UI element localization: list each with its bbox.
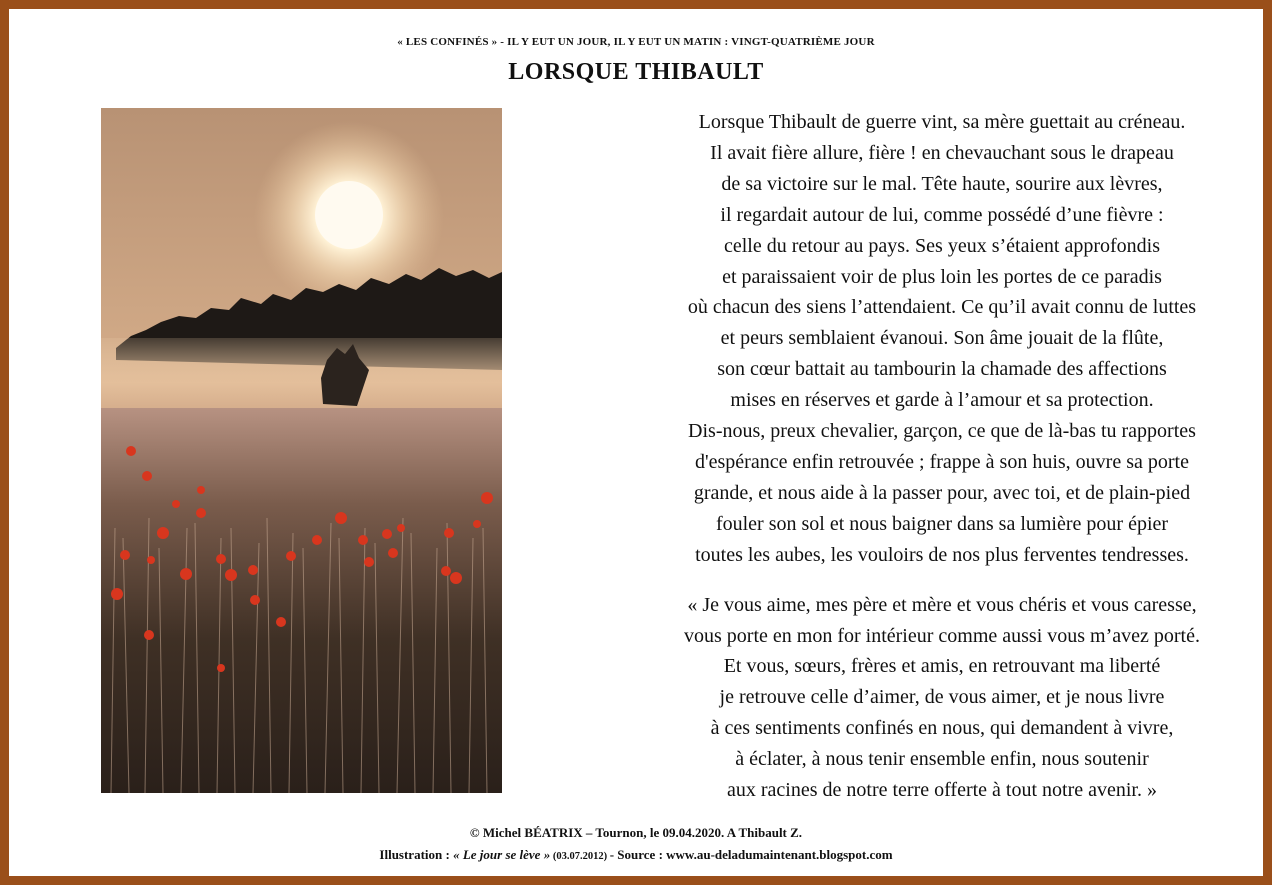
poem-line: toutes les aubes, les vouloirs de nos plus ferventes tendresses. — [695, 543, 1189, 566]
source-link: - Source : www.au-deladumaintenant.blogspot.com — [609, 847, 893, 862]
copyright-line: © Michel BÉATRIX – Tournon, le 09.04.2020. A Thibault Z. — [469, 825, 803, 840]
sunrise-poppy-field-illustration — [101, 108, 502, 793]
poem-line: Dis-nous, preux chevalier, garçon, ce que de là-bas tu rapportes — [688, 420, 1196, 443]
poem-line: Il avait fière allure, fière ! en chevauchant sous le drapeau — [710, 141, 1174, 164]
poem-line: vous porte en mon for intérieur comme aussi vous m’avez porté. — [684, 624, 1200, 647]
poem-line: Lorsque Thibault de guerre vint, sa mère guettait au créneau. — [698, 111, 1186, 133]
poem-line: où chacun des siens l’attendaient. Ce qu’il avait connu de luttes — [687, 296, 1197, 319]
poem-line: à ces sentiments confinés en nous, qui demandent à vivre, — [710, 717, 1174, 740]
poem-line: fouler son sol et nous baigner dans sa lumière pour épier — [715, 512, 1169, 535]
poem-line: grande, et nous aide à la passer pour, avec toi, et de plain-pied — [693, 481, 1191, 504]
poem-line: je retrouve celle d’aimer, de vous aimer, et je nous livre — [719, 686, 1165, 709]
poem-line: celle du retour au pays. Ses yeux s’étaient approfondis — [724, 234, 1160, 257]
poem-text — [628, 107, 1256, 806]
poem-title: LORSQUE THIBAULT — [508, 59, 764, 85]
poem-line: « Je vous aime, mes père et mère et vous chéris et vous caresse, — [687, 593, 1197, 616]
illustration-image — [101, 108, 502, 793]
poem-line: à éclater, à nous tenir ensemble enfin, nous soutenir — [735, 748, 1149, 771]
poem-line: et peurs semblaient évanoui. Son âme jouait de la flûte, — [720, 327, 1164, 350]
poem-line: il regardait autour de lui, comme possédé d’une fièvre : — [720, 203, 1164, 226]
stanza-2 — [628, 590, 1256, 806]
illustration-date: (03.07.2012) — [550, 851, 610, 862]
sun — [315, 181, 383, 249]
illustration-credit — [0, 844, 1272, 868]
poem-line: d'espérance enfin retrouvée ; frappe à son huis, ouvre sa porte — [695, 450, 1189, 473]
poem-line: mises en réserves et garde à l’amour et sa protection. — [730, 389, 1154, 412]
series-kicker: « LES CONFINÉS » - IL Y EUT UN JOUR, IL Y EUT UN MATIN : VINGT-QUATRIÈME JOUR — [397, 36, 875, 48]
illustration-label: Illustration : — [379, 847, 454, 862]
illustration-title: « Le jour se lève » — [453, 847, 551, 862]
poem-line: aux racines de notre terre offerte à tout notre avenir. » — [727, 779, 1157, 802]
poem-line: et paraissaient voir de plus loin les portes de ce paradis — [722, 265, 1162, 288]
poem-line: de sa victoire sur le mal. Tête haute, sourire aux lèvres, — [721, 172, 1163, 195]
poem-line: son cœur battait au tambourin la chamade des affections — [717, 358, 1167, 381]
stanza-1 — [628, 107, 1256, 571]
poem-line: Et vous, sœurs, frères et amis, en retrouvant ma liberté — [723, 655, 1161, 678]
credits — [0, 822, 1272, 868]
